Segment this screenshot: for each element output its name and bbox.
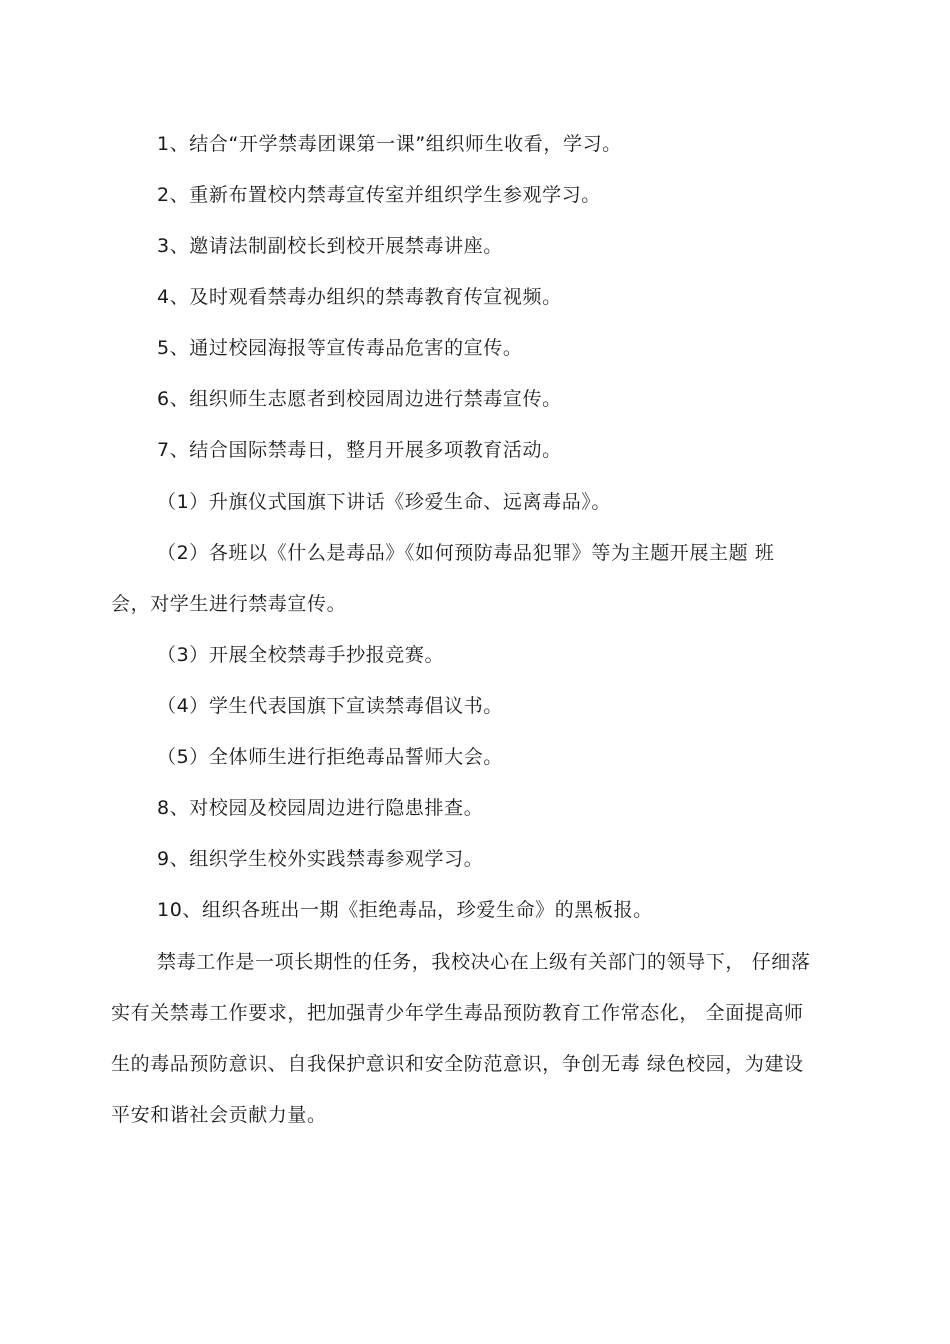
conclusion-line-3: 生的毒品预防意识、自我保护意识和安全防范意识，争创无毒 绿色校园，为建设 <box>111 1053 804 1075</box>
conclusion-line-2: 实有关禁毒工作要求，把加强青少年学生毒品预防教育工作常态化， 全面提高师 <box>111 1002 804 1024</box>
list-item-2: 2、重新布置校内禁毒宣传室并组织学生参观学习。 <box>157 184 601 206</box>
list-item-4: 4、及时观看禁毒办组织的禁毒教育传宣视频。 <box>157 286 562 308</box>
sub-item-1: （1）升旗仪式国旗下讲话《珍爱生命、远离毒品》。 <box>157 491 611 513</box>
list-item-8: 8、对校园及校园周边进行隐患排查。 <box>157 797 484 819</box>
sub-item-4: （4）学生代表国旗下宣读禁毒倡议书。 <box>157 695 503 717</box>
sub-item-3: （3）开展全校禁毒手抄报竞赛。 <box>157 644 445 666</box>
list-item-9: 9、组织学生校外实践禁毒参观学习。 <box>157 848 484 870</box>
sub-item-2: （2）各班以《什么是毒品》《如何预防毒品犯罪》等为主题开展主题 班 <box>157 542 775 564</box>
list-item-7: 7、结合国际禁毒日，整月开展多项教育活动。 <box>157 439 562 461</box>
conclusion-line-4: 平安和谐社会贡献力量。 <box>111 1104 327 1126</box>
list-item-10: 10、组织各班出一期《拒绝毒品，珍爱生命》的黑板报。 <box>157 899 653 921</box>
conclusion-line-1: 禁毒工作是一项长期性的任务，我校决心在上级有关部门的领导下， 仔细落 <box>157 951 811 973</box>
list-item-5: 5、通过校园海报等宣传毒品危害的宣传。 <box>157 337 523 359</box>
list-item-3: 3、邀请法制副校长到校开展禁毒讲座。 <box>157 235 503 257</box>
list-item-1: 1、结合“开学禁毒团课第一课”组织师生收看，学习。 <box>157 133 622 155</box>
list-item-6: 6、组织师生志愿者到校园周边进行禁毒宣传。 <box>157 388 562 410</box>
sub-item-2-continuation: 会，对学生进行禁毒宣传。 <box>111 593 347 615</box>
sub-item-5: （5）全体师生进行拒绝毒品誓师大会。 <box>157 746 503 768</box>
